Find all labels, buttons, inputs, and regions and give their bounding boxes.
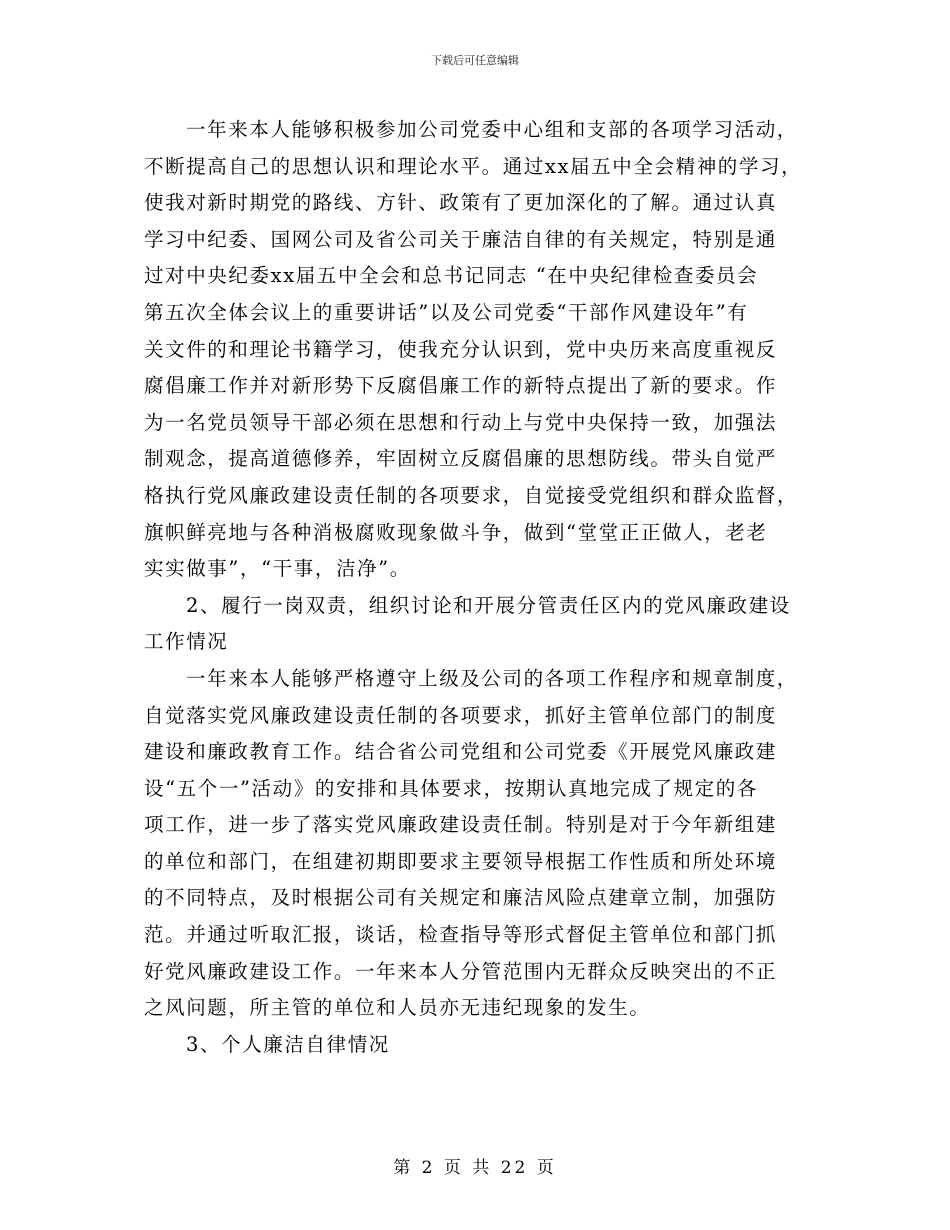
body-text-line: 3、个人廉洁自律情况 — [186, 1032, 390, 1056]
body-text-line: 的单位和部门，在组建初期即要求主要领导根据工作性质和所处环境 — [144, 849, 778, 873]
body-text-line: 第五次全体会议上的重要讲话”以及公司党委“干部作风建设年”有 — [144, 300, 749, 324]
body-text-line: 为一名党员领导干部必须在思想和行动上与党中央保持一致，加强法 — [144, 410, 778, 434]
body-text-line: 一年来本人能够积极参加公司党委中心组和支部的各项学习活动， — [186, 118, 798, 141]
page-header: 下载后可任意编辑 — [431, 54, 519, 67]
page-footer: 第 2 页 共 22 页 — [393, 1158, 557, 1178]
body-text-line: 范。并通过听取汇报，谈话，检查指导等形式督促主管单位和部门抓 — [144, 923, 778, 947]
body-text-line: 建设和廉政教育工作。结合省公司党组和公司党委《开展党风廉政建 — [144, 740, 778, 764]
body-text-line: 旗帜鲜亮地与各种消极腐败现象做斗争，做到“堂堂正正做人，老老 — [144, 520, 768, 544]
body-text-line: 过对中央纪委xx届五中全会和总书记同志 “在中央纪律检查委员会 — [144, 264, 759, 288]
body-text-line: 学习中纪委、国网公司及省公司关于廉洁自律的有关规定，特别是通 — [144, 227, 778, 251]
body-text-line: 不断提高自己的思想认识和理论水平。通过xx届五中全会精神的学习， — [144, 154, 803, 178]
body-text-line: 的不同特点，及时根据公司有关规定和廉洁风险点建章立制，加强防 — [144, 886, 778, 910]
body-text-line: 制观念，提高道德修养，牢固树立反腐倡廉的思想防线。带头自觉严 — [144, 447, 778, 471]
body-text-line: 工作情况 — [144, 630, 229, 654]
body-text-line: 腐倡廉工作并对新形势下反腐倡廉工作的新特点提出了新的要求。作 — [144, 374, 778, 398]
body-text-line: 格执行党风廉政建设责任制的各项要求，自觉接受党组织和群众监督， — [144, 483, 799, 507]
body-text-line: 之风问题，所主管的单位和人员亦无违纪现象的发生。 — [144, 996, 651, 1020]
body-text-line: 项工作，进一步了落实党风廉政建设责任制。特别是对于今年新组建 — [144, 813, 778, 837]
body-text-line: 关文件的和理论书籍学习，使我充分认识到，党中央历来高度重视反 — [144, 337, 778, 361]
body-text-line: 好党风廉政建设工作。一年来本人分管范围内无群众反映突出的不正 — [144, 959, 778, 983]
body-text-line: 2、履行一岗双责，组织讨论和开展分管责任区内的党风廉政建设 — [186, 593, 791, 617]
body-text-line: 使我对新时期党的路线、方针、政策有了更加深化的了解。通过认真 — [144, 191, 778, 215]
body-text-line: 实实做事”，“干事，洁净”。 — [144, 557, 411, 581]
body-text-line: 自觉落实党风廉政建设责任制的各项要求，抓好主管单位部门的制度 — [144, 703, 778, 727]
body-text-line: 一年来本人能够严格遵守上级及公司的各项工作程序和规章制度， — [186, 666, 798, 690]
body-text-line: 设“五个一”活动》的安排和具体要求，按期认真地完成了规定的各 — [144, 776, 758, 800]
document-body — [144, 112, 812, 1063]
